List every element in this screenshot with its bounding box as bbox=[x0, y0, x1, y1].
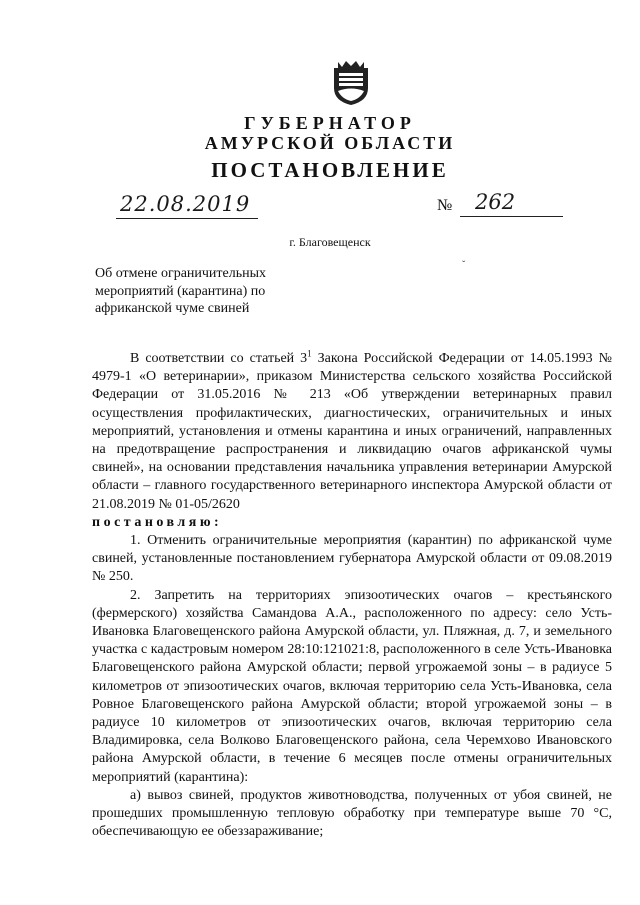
number-underline bbox=[460, 216, 563, 217]
preamble-part2: Закона Российской Федерации от 14.05.1993 № 4979-1 «О ветеринарии», приказом Министерства сельского хозяйства Российской Федерации от 31.05.2016 № 213 «Об утверждении ветеринарных правил осуществления профилактических, диагностических, ограничительных и иных мероприятий, установления и отмены карантина и иных ограничений, направленных на предотвращение распространения и ликвидацию очагов африканской чумы свиней», на основании представления начальника управления ветеринарии Амурской области – главного государственного ветеринарного инспектора Амурской области от 21.08.2019 № 01-05/2620 bbox=[92, 351, 612, 512]
header-region: АМУРСКОЙ ОБЛАСТИ bbox=[204, 133, 456, 153]
header-document-type: ПОСТАНОВЛЕНИЕ bbox=[211, 158, 449, 182]
preamble-part1: В соответствии со статьей 3 bbox=[130, 351, 308, 366]
number-label: № bbox=[437, 197, 453, 214]
city-name: г. Благовещенск bbox=[289, 235, 371, 249]
document-body bbox=[92, 350, 612, 841]
coat-of-arms-emblem bbox=[330, 58, 372, 106]
resolve-word: постановляю: bbox=[92, 514, 223, 530]
handwritten-number: 262 bbox=[475, 190, 516, 214]
header-governor: ГУБЕРНАТОР bbox=[244, 113, 416, 133]
item-2a: а) вывоз свиней, продуктов животноводства, полученных от убоя свиней, не прошедших промышленную тепловую обработку при температуре выше 70 °С, обеспечивающую ее обеззараживание; bbox=[92, 787, 612, 840]
item-1: 1. Отменить ограничительные мероприятия (карантин) по африканской чуме свиней, установленные постановлением губернатора Амурской области от 09.08.2019 № 250. bbox=[92, 533, 612, 585]
article-superscript: 1 bbox=[307, 348, 312, 359]
handwritten-date: 22.08.2019 bbox=[120, 192, 251, 216]
item-2: 2. Запретить на территориях эпизоотических очагов – крестьянского (фермерского) хозяйства Самандова А.А., расположенного по адресу: село Усть-Ивановка Благовещенского района Амурской области, ул. Пляжная, д. 7, и земельного участка с кадастровым номером 28:10:121021:8, расположенного в селе Усть-Ивановка Благовещенского района Амурской области; первой угрожаемой зоны – в радиусе 5 километров от эпизоотических очагов, включая территорию села Усть-Ивановка, села Ровное Благовещенского района Амурской области; второй угрожаемой зоны – в радиусе 10 километров от эпизоотических очагов, включая территорию села Владимировка, села Волково Благовещенского района, села Черемхово Ивановского района Амурской области, в течение 6 месяцев после отмены ограничительных мероприятий (карантина): bbox=[92, 587, 612, 785]
preamble-paragraph bbox=[92, 350, 612, 514]
document-title: Об отмене ограничительных мероприятий (карантина) по африканской чуме свиней bbox=[95, 266, 267, 316]
date-underline bbox=[116, 218, 258, 219]
check-mark: ˇ bbox=[462, 260, 466, 271]
